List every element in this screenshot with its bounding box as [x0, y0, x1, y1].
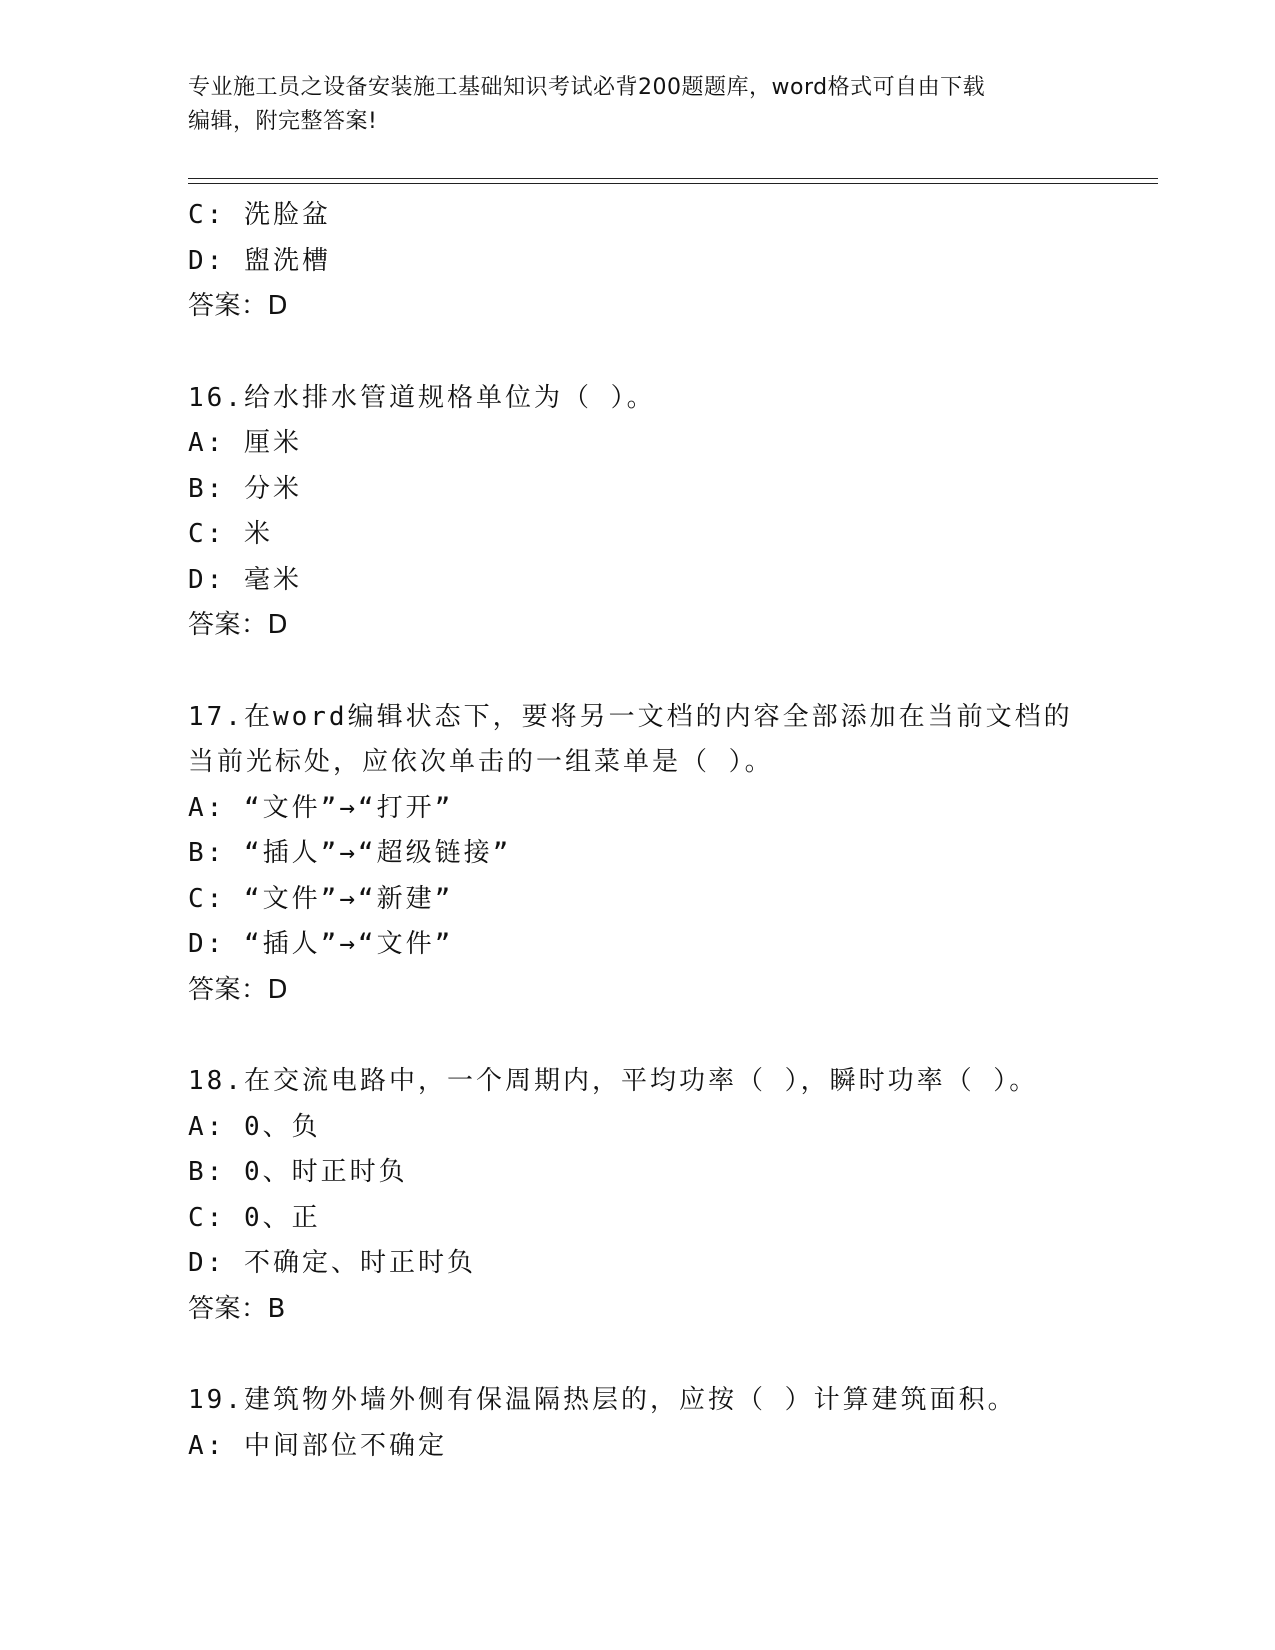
answer: 答案：D: [188, 974, 289, 1005]
option-d: D: “插人”→“文件”: [188, 929, 454, 959]
option-a: A: 厘米: [188, 428, 302, 458]
question-16: [188, 376, 1128, 649]
question-17: [188, 695, 1128, 1014]
question-text: 16.给水排水管道规格单位为（ ）。: [188, 382, 656, 413]
option-d: D: 盥洗槽: [188, 245, 331, 276]
option-a: A: “文件”→“打开”: [188, 792, 454, 823]
answer: 答案：B: [188, 1293, 286, 1324]
option-d: D: 不确定、时正时负: [188, 1248, 476, 1278]
header-title-line-1: 专业施工员之设备安装施工基础知识考试必背200题题库，word格式可自由下载: [188, 75, 986, 100]
document-body: [188, 193, 1128, 1469]
question-text: 18.在交流电路中，一个周期内，平均功率（ ），瞬时功率（ ）。: [188, 1066, 1039, 1096]
question-text: 17.在word编辑状态下，要将另一文档的内容全部添加在当前文档的: [188, 701, 1073, 732]
question-19: [188, 1378, 1128, 1469]
option-c: C: “文件”→“新建”: [188, 883, 454, 914]
option-b: B: 0、时正时负: [188, 1157, 408, 1187]
document-header: [188, 71, 1088, 139]
question-18: [188, 1059, 1128, 1332]
question-15-partial: [188, 193, 1128, 330]
answer: 答案：D: [188, 291, 289, 321]
header-title-line-2: 编辑，附完整答案!: [188, 109, 378, 134]
option-c: C: 米: [188, 519, 273, 549]
option-a: A: 中间部位不确定: [188, 1430, 447, 1461]
option-b: B: “插人”→“超级链接”: [188, 838, 512, 868]
option-a: A: 0、负: [188, 1111, 321, 1142]
header-divider-bottom: [188, 183, 1158, 184]
header-divider-top: [188, 178, 1158, 179]
answer: 答案：D: [188, 610, 289, 640]
option-b: B: 分米: [188, 473, 302, 504]
question-text-continued: 当前光标处，应依次单击的一组菜单是（ ）。: [188, 747, 774, 777]
question-text: 19.建筑物外墙外侧有保温隔热层的，应按（ ）计算建筑面积。: [188, 1385, 1017, 1415]
option-c: C: 洗脸盆: [188, 200, 331, 230]
option-c: C: 0、正: [188, 1202, 321, 1233]
option-d: D: 毫米: [188, 564, 302, 595]
